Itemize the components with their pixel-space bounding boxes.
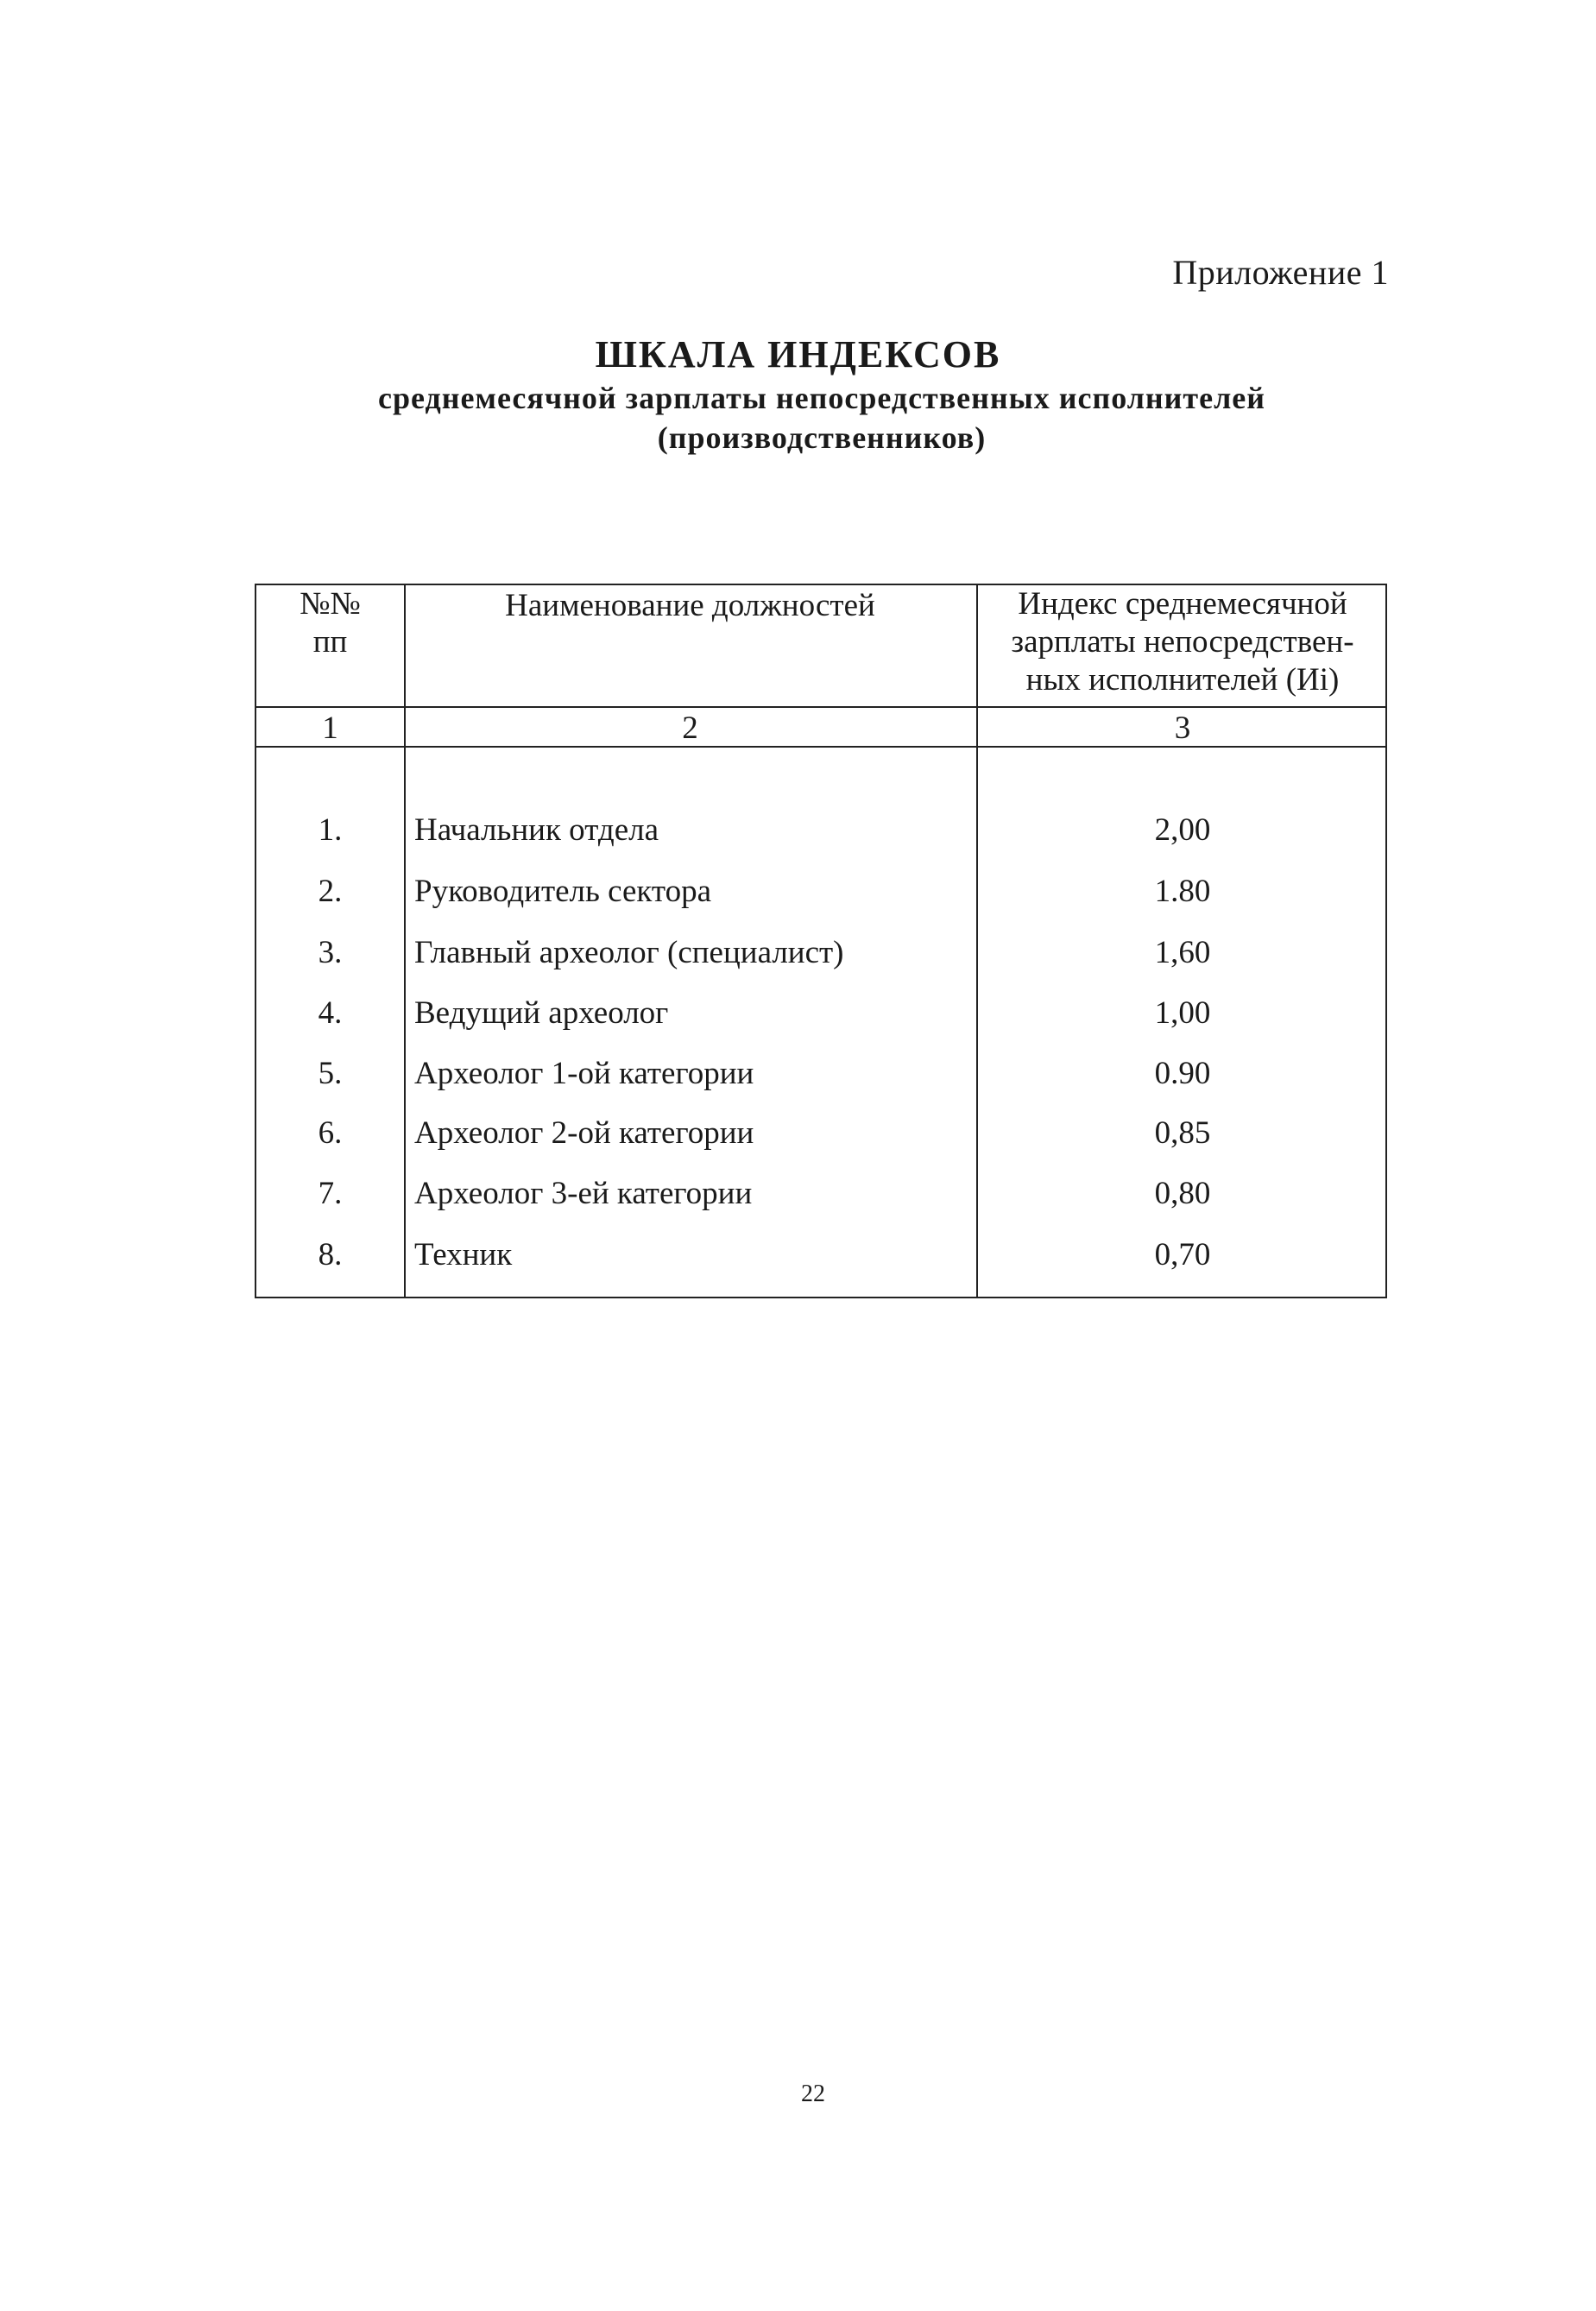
- row-number: 2.: [318, 874, 343, 909]
- row-index-value: 0.90: [1154, 1056, 1211, 1091]
- row-index-value: 0,80: [1154, 1176, 1211, 1211]
- row-index-value: 1,60: [1154, 935, 1211, 970]
- table-row: [256, 1225, 1385, 1285]
- row-number: 1.: [318, 812, 343, 848]
- row-number: 4.: [318, 995, 343, 1031]
- row-index-value: 0,70: [1154, 1237, 1211, 1272]
- table-row: [256, 983, 1385, 1044]
- header-index-line2: зарплаты непосредствен-: [1011, 624, 1354, 660]
- row-number: 5.: [318, 1056, 343, 1091]
- row-position: Археолог 2-ой категории: [414, 1115, 754, 1151]
- table-row: [256, 1164, 1385, 1224]
- table-row: [256, 923, 1385, 983]
- table-row: [256, 800, 1385, 861]
- header-number-line2: пп: [312, 624, 348, 660]
- table-row: [256, 1103, 1385, 1164]
- header-number-line1: №№: [300, 586, 361, 622]
- document-subtitle-line1: среднемесячной зарплаты непосредственных исполнителей: [377, 381, 1265, 415]
- row-index-value: 1.80: [1154, 874, 1211, 909]
- salary-index-table: [255, 584, 1387, 1298]
- appendix-label: Приложение 1: [1172, 253, 1389, 292]
- table-divider: [256, 706, 1385, 708]
- row-number: 7.: [318, 1176, 343, 1211]
- header-index: [976, 585, 1389, 699]
- row-position: Техник: [414, 1237, 513, 1272]
- row-position: Ведущий археолог: [414, 995, 669, 1031]
- header-number: [256, 585, 404, 661]
- row-number: 6.: [318, 1115, 343, 1151]
- header-position-name: Наименование должностей: [505, 588, 875, 623]
- row-position: Руководитель сектора: [414, 874, 712, 909]
- row-position: Археолог 1-ой категории: [414, 1056, 754, 1091]
- header-index-line1: Индекс среднемесячной: [1018, 586, 1347, 622]
- table-row: [256, 1044, 1385, 1104]
- column-number-2: 2: [682, 710, 698, 746]
- document-title: ШКАЛА ИНДЕКСОВ: [595, 333, 1001, 376]
- row-index-value: 1,00: [1154, 995, 1211, 1031]
- row-number: 3.: [318, 935, 343, 970]
- page-number: 22: [801, 2081, 825, 2107]
- column-number-1: 1: [322, 710, 338, 746]
- row-index-value: 2,00: [1154, 812, 1211, 848]
- column-number-3: 3: [1174, 710, 1191, 746]
- document-subtitle-line2: (производственников): [657, 420, 987, 455]
- row-number: 8.: [318, 1237, 343, 1272]
- row-position: Главный археолог (специалист): [414, 935, 844, 970]
- row-position: Археолог 3-ей категории: [414, 1176, 753, 1211]
- table-row: [256, 862, 1385, 922]
- row-position: Начальник отдела: [414, 812, 659, 848]
- row-index-value: 0,85: [1154, 1115, 1211, 1151]
- header-index-line3: ных исполнителей (Иi): [1025, 662, 1340, 698]
